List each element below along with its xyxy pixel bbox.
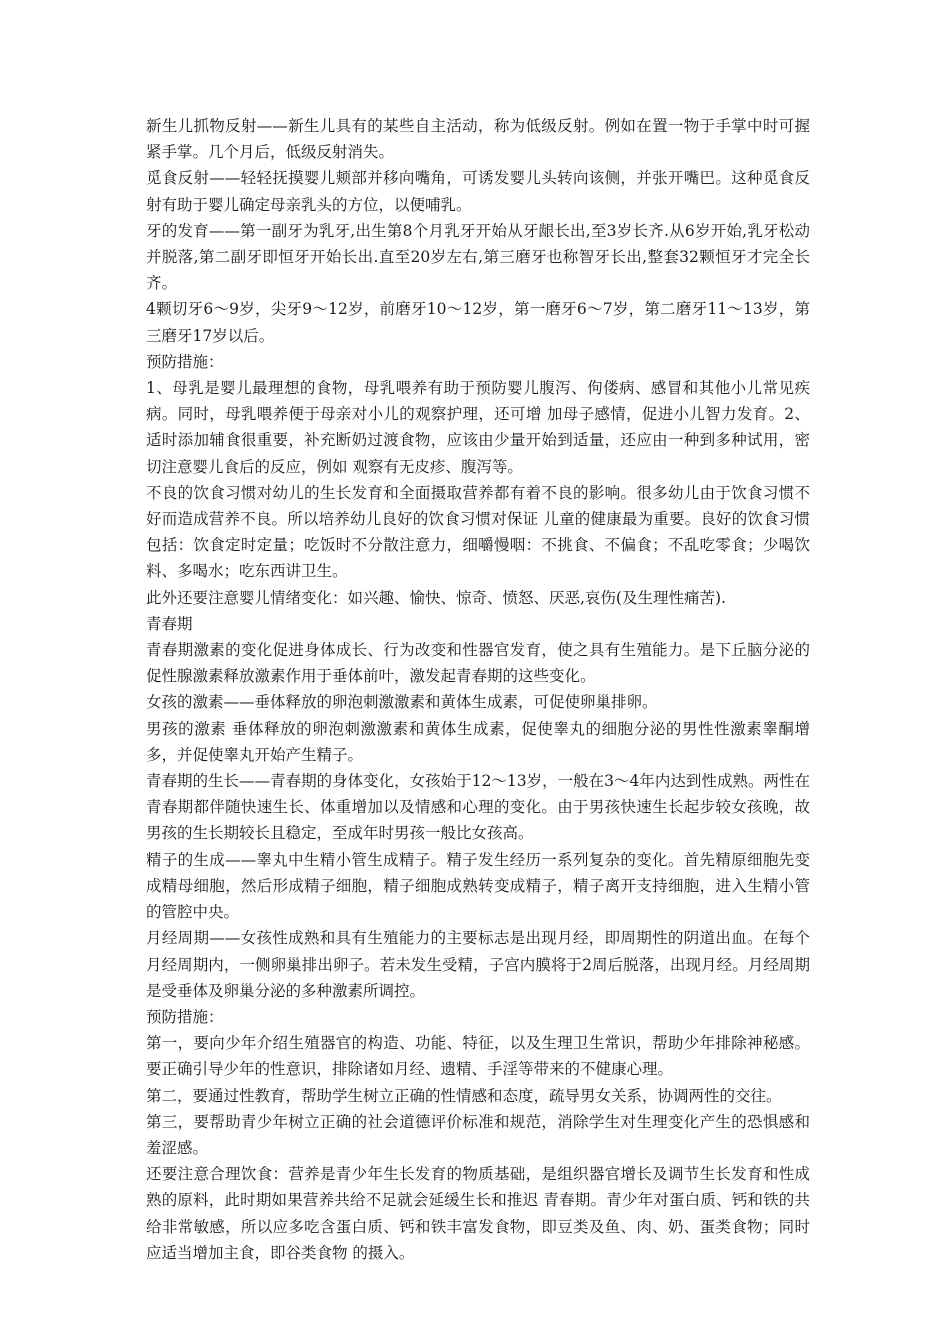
paragraph-girl-hormones: 女孩的激素——垂体释放的卵泡刺激激素和黄体生成素，可促使卵巢排卵。 — [146, 693, 658, 712]
paragraph-eating-habits: 不良的饮食习惯对幼儿的生长发育和全面摄取营养都有着不良的影响。很多幼儿由于饮食习惯不好而造成营养不良。所以培养幼儿良好的饮食习惯对保证 儿童的健康最为重要。良好的饮食习惯包括：饮食定时定量；吃饭时不分散注意力，细嚼慢咽：不挑食、不偏食；不乱吃零食；少喝饮料、多喝水；吃东西讲卫生。 — [146, 483, 810, 581]
paragraph-nutrition: 还要注意合理饮食：营养是青少年生长发育的物质基础，是组织器官增长及调节生长发育和性成熟的原料，此时期如果营养共给不足就会延缓生长和推迟 青春期。青少年对蛋白质、钙和铁的共给非常敏感，所以应多吃含蛋白质、钙和铁丰富发食物，即豆类及鱼、肉、奶、蛋类食物；同时应适当增加主食，即谷类食物 的摄入。 — [146, 1165, 810, 1262]
paragraph-grasp-reflex: 新生儿抓物反射——新生儿具有的某些自主活动，称为低级反射。例如在置一物于手掌中时可握紧手掌。几个月后，低级反射消失。 — [146, 117, 810, 162]
document-body — [146, 113, 810, 1266]
paragraph-boy-hormones: 男孩的激素 垂体释放的卵泡刺激激素和黄体生成素，促使睾丸的细胞分泌的男性性激素睾酮增多，并促使睾丸开始产生精子。 — [146, 719, 810, 764]
paragraph-second-measure: 第二，要通过性教育，帮助学生树立正确的性情感和态度，疏导男女关系，协调两性的交往。 — [146, 1086, 782, 1105]
paragraph-first-measure: 第一，要向少年介绍生殖器官的构造、功能、特征，以及生理卫生常识，帮助少年排除神秘感。要正确引导少年的性意识，排除诸如月经、遗精、手淫等带来的不健康心理。 — [146, 1034, 810, 1079]
paragraph-tooth-ages: 4颗切牙6～9岁，尖牙9～12岁，前磨牙10～12岁，第一磨牙6～7岁，第二磨牙11～13岁，第三磨牙17岁以后。 — [146, 300, 810, 345]
paragraph-tooth-development: 牙的发育——第一副牙为乳牙,出生第8个月乳牙开始从牙龈长出,至3岁长齐.从6岁开始,乳牙松动并脱落,第二副牙即恒牙开始长出.直至20岁左右,第三磨牙也称智牙长出,整套32颗恒牙才完全长齐。 — [146, 221, 810, 293]
heading-puberty: 青春期 — [146, 614, 193, 633]
paragraph-puberty-hormones: 青春期激素的变化促进身体成长、行为改变和性器官发育，使之具有生殖能力。是下丘脑分泌的促性腺激素释放激素作用于垂体前叶，激发起青春期的这些变化。 — [146, 641, 810, 686]
paragraph-rooting-reflex: 觅食反射——轻轻抚摸婴儿颊部并移向嘴角，可诱发婴儿头转向该侧，并张开嘴巴。这种觅食反射有助于婴儿确定母亲乳头的方位，以便哺乳。 — [146, 169, 810, 214]
paragraph-breastfeeding: 1、母乳是婴儿最理想的食物，母乳喂养有助于预防婴儿腹泻、佝偻病、感冒和其他小儿常见疾病。同时，母乳喂养便于母亲对小儿的观察护理，还可增 加母子感情，促进小儿智力发育。2、适时添加辅食很重要，补充断奶过渡食物，应该由少量开始到适量，还应由一种到多种试用，密切注意婴儿食后的反应，例如 观察有无皮疹、腹泻等。 — [146, 379, 810, 476]
heading-prevention-1: 预防措施： — [146, 352, 224, 371]
heading-prevention-2: 预防措施： — [146, 1007, 224, 1026]
paragraph-menstrual-cycle: 月经周期——女孩性成熟和具有生殖能力的主要标志是出现月经，即周期性的阴道出血。在每个月经周期内，一侧卵巢排出卵子。若未发生受精，子宫内膜将于2周后脱落，出现月经。月经周期是受垂体及卵巢分泌的多种激素所调控。 — [146, 929, 810, 1000]
paragraph-emotions: 此外还要注意婴儿情绪变化：如兴趣、愉快、惊奇、愤怒、厌恶,哀伤(及生理性痛苦). — [146, 588, 726, 607]
paragraph-third-measure: 第三，要帮助青少年树立正确的社会道德评价标准和规范，消除学生对生理变化产生的恐惧感和羞涩感。 — [146, 1112, 810, 1157]
paragraph-puberty-growth: 青春期的生长——青春期的身体变化，女孩始于12～13岁，一般在3～4年内达到性成熟。两性在青春期都伴随快速生长、体重增加以及情感和心理的变化。由于男孩快速生长起步较女孩晚，故男孩的生长期较长且稳定，至成年时男孩一般比女孩高。 — [146, 772, 810, 843]
paragraph-sperm-generation: 精子的生成——睾丸中生精小管生成精子。精子发生经历一系列复杂的变化。首先精原细胞先变成精母细胞，然后形成精子细胞，精子细胞成熟转变成精子，精子离开支持细胞，进入生精小管的管腔中央。 — [146, 850, 810, 922]
